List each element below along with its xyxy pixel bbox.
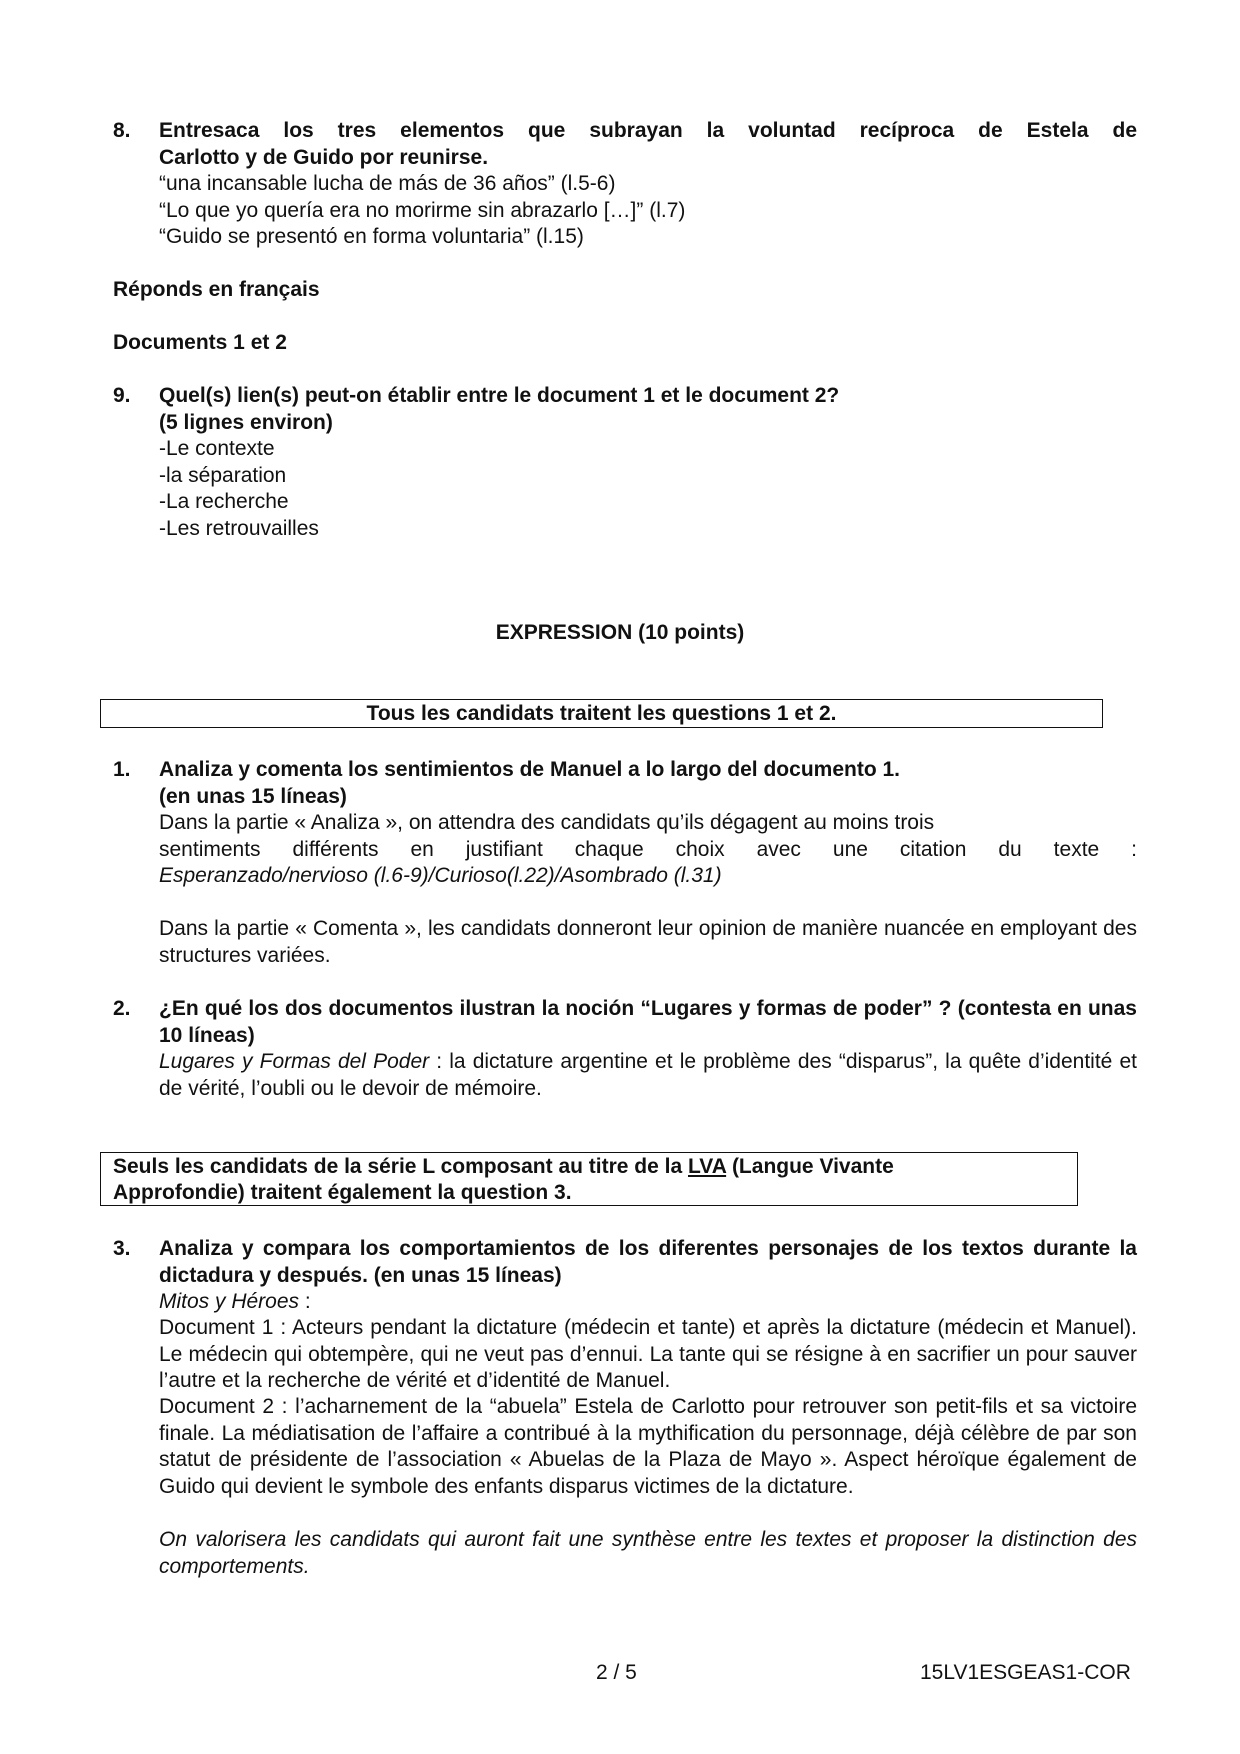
expression-question-2-title: ¿En qué los dos documentos ilustran la noción “Lugares y formas de poder” ? (contesta en unas 10 líneas): [159, 997, 1137, 1047]
question-9-title: Quel(s) lien(s) peut-on établir entre le document 1 et le document 2?: [159, 384, 840, 407]
question-8-title: [159, 118, 1137, 171]
notion-name: Lugares y Formas del Poder: [159, 1050, 430, 1073]
expression-question-1-paragraph-2: Dans la partie « Comenta », les candidats donneront leur opinion de manière nuancée en employant des structures variées.: [159, 917, 1137, 967]
notion-name: Mitos y Héroes: [159, 1290, 300, 1313]
paragraph-line: Esperanzado/nervioso (l.6-9)/Curioso(l.22)/Asombrado (l.31): [159, 864, 722, 887]
question-8-title-line1: Entresaca los tres elementos que subrayan la voluntad recíproca de Estela de: [159, 119, 1137, 142]
expression-question-2-answer: [159, 1049, 1137, 1102]
respond-in-french-heading: Réponds en français: [113, 278, 320, 301]
question-9-subtitle: (5 lignes environ): [159, 410, 333, 434]
answer-quote: “Lo que yo quería era no morirme sin abrazarlo […]” (l.7): [159, 198, 686, 222]
expression-question-1-title: Analiza y comenta los sentimientos de Manuel a lo largo del documento 1.: [159, 758, 900, 781]
paragraph-line: Dans la partie « Analiza », on attendra des candidats qu’ils dégagent au moins trois: [159, 811, 935, 834]
list-item: -Les retrouvailles: [159, 516, 319, 540]
lva-box-line2: Approfondie) traitent également la question 3.: [113, 1181, 572, 1204]
lva-box-text-part1: Seuls les candidats de la série L composant au titre de la: [113, 1155, 688, 1178]
question-number: 2.: [113, 997, 131, 1020]
notion-suffix: :: [299, 1290, 311, 1313]
lva-abbreviation: LVA: [688, 1155, 727, 1178]
question-number: 3.: [113, 1237, 131, 1260]
answer-text: : la dictature argentine et le problème des “disparus”, la quête d’identité et de vérité, l’oubli ou le devoir de mémoire.: [159, 1050, 1138, 1100]
question-number: 9.: [113, 384, 131, 407]
list-item: -la séparation: [159, 463, 287, 487]
all-candidates-box: Tous les candidats traitent les questions 1 et 2.: [100, 699, 1103, 728]
expression-question-1-subtitle: (en unas 15 líneas): [159, 784, 347, 808]
list-item: -La recherche: [159, 490, 289, 513]
document-code: 15LV1ESGEAS1-COR: [920, 1661, 1131, 1684]
list-item: -Le contexte: [159, 437, 275, 460]
expression-heading: EXPRESSION (10 points): [495, 621, 745, 644]
answer-quote: “Guido se presentó en forma voluntaria” (l.15): [159, 225, 584, 248]
document-2-analysis: Document 2 : l’acharnement de la “abuela” Estela de Carlotto pour retrouver son petit-fils et sa victoire finale. La médiatisation de l’affaire a contribué à la mythification du personnage, déjà célèbre de par son statut de présidente de l’association « Abuelas de la Plaza de Mayo ». Aspect héroïque également de Guido qui devient le symbole des enfants disparus victimes de la dictature.: [159, 1395, 1137, 1498]
documents-heading: Documents 1 et 2: [113, 331, 287, 354]
page-number: 2 / 5: [596, 1661, 637, 1684]
grading-note: On valorisera les candidats qui auront fait une synthèse entre les textes et proposer la distinction des comportements.: [159, 1528, 1137, 1578]
question-number: 8.: [113, 119, 131, 142]
lva-box-text-part2: (Langue Vivante: [726, 1155, 894, 1178]
question-8-title-line2: Carlotto y de Guido por reunirse.: [159, 145, 489, 169]
question-9-body: [159, 383, 1137, 542]
lva-box: [100, 1152, 1078, 1206]
question-8-answers: [159, 171, 1137, 251]
paragraph-line: sentiments différents en justifiant chaque choix avec une citation du texte :: [159, 837, 1137, 861]
question-number: 1.: [113, 758, 131, 781]
expression-question-3-title: Analiza y compara los comportamientos de los diferentes personajes de los textos durante la dictadura y después. (en unas 15 líneas): [159, 1237, 1137, 1287]
expression-question-3-notion: [159, 1289, 1137, 1316]
answer-quote: “una incansable lucha de más de 36 años” (l.5-6): [159, 172, 616, 195]
expression-question-1-body: [159, 757, 1137, 890]
document-1-analysis: Document 1 : Acteurs pendant la dictature (médecin et tante) et après la dictature (médecin et Manuel). Le médecin qui obtempère, qui ne veut pas d’ennui. La tante qui se résigne à en sacrifier un pour sauver l’autre et la recherche de vérité et d’identité de Manuel.: [159, 1316, 1137, 1392]
